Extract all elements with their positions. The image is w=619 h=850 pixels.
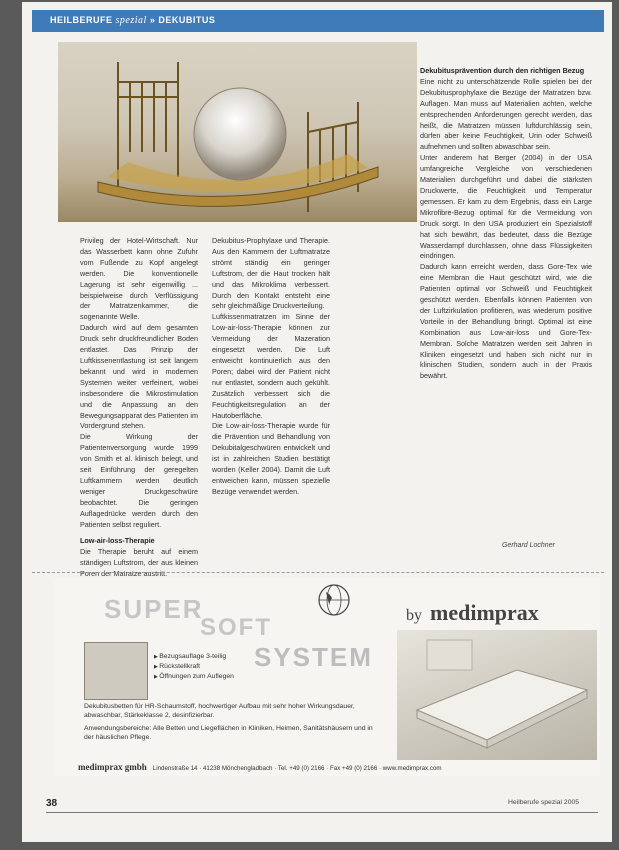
header-separator: »: [149, 15, 156, 25]
ad-footer: medimprax gmbh Lindenstraße 14 · 41238 Mönchengladbach · Tel. +49 (0) 2166 · Fax +49 (0) 2166 · www.medimprax.com: [78, 762, 442, 772]
mattress-illustration: [397, 630, 597, 760]
page: [22, 2, 612, 842]
ad-system: SYSTEM: [254, 642, 373, 672]
section-header: [32, 10, 604, 32]
footer-divider: [46, 812, 598, 813]
header-section: DEKUBITUS: [158, 15, 216, 25]
ad-soft: SOFT: [200, 614, 272, 641]
bed-photo: [58, 42, 417, 222]
author: Gerhard Lochner: [502, 542, 555, 549]
mattress-photo: [397, 630, 597, 760]
subheading: Dekubitusprävention durch den richtigen Bezug: [420, 66, 585, 75]
article-column-1: Privileg der Hotel-Wirtschaft. Nur das Wasserbett kann ohne Zufuhr vom Fußende zu Kopf angelegt werden. Die konventionelle Lagerung ist sehr eigenwillig ... beispielweise durch Verflüssigung der Matratzenkammer, die sogenannte Welle. Dadurch wird auf dem gesamten Druck sehr druckfreundlicher Boden entlastet. Das Prinzip der Luftkissenentlastung ist seit langem bekannt und wird in modernen Systemen weiter verfeinert, wobei insbesondere die Mikrostimulation und die Anpassung an den Bewegungsapparat des Patienten im Vordergrund stehen. Die Wirkung der Patientenversorgung wurde 1999 von Smith et al. klinisch belegt, und seit Einführung der geregelten Luftkammern werden deutlich weniger Druckgeschwüre beobachtet. Die geringen Auflagedrücke werden durch den Patienten selbst reguliert. Low-air-loss-Therapie Die Therapie beruht auf einem ständigen Luftstrom, der aus kleinen Poren der Matratze austritt.: [80, 236, 198, 579]
feature-list: [154, 652, 234, 682]
ad-description: Dekubitusbetten für HR-Schaumstoff, hochwertiger Aufbau mit sehr hoher Wirkungsdauer, abwaschbar, Stärkeklasse 2, desinfizierbar. Anwendungsbereiche: Alle Betten und Liegeflächen in Kliniken, Heimen, Sanitätshäusern und in der häuslichen Pflege.: [84, 703, 373, 741]
subheading: Low-air-loss-Therapie: [80, 536, 155, 546]
divider: [32, 572, 604, 573]
list-item: ▶ Öffnungen zum Auflegen: [154, 672, 234, 682]
ad-brand: by medimprax: [406, 600, 539, 625]
ad-super: SUPER: [104, 594, 204, 624]
page-number: 38: [46, 798, 58, 809]
list-item: ▶ Rückstellkraft: [154, 662, 234, 672]
header-spezial: spezial: [115, 15, 147, 26]
publication-footer: Heilberufe spezial 2005: [508, 799, 580, 806]
chair-photo: [84, 642, 148, 700]
article-column-2: Dekubitus-Prophylaxe und Therapie. Aus den Kammern der Luftmatratze strömt ständig ein geringer Luftstrom, der die Haut trocken hält und das Mikroklima verbessert. Durch den Kontakt entsteht eine sehr gleichmäßige Druckverteilung. Luftkissenmatratzen im Sinne der Low-air-loss-Therapie können zur Vermeidung der Mazeration eingesetzt werden. Die Luft entweicht kontinuierlich aus den Poren; dabei wird der Patient nicht nur entlastet, sondern auch gekühlt. Zusätzlich verbessert sich die Feuchtigkeitsregulation an der Hautoberfläche. Die Low-air-loss-Therapie wurde für die Prävention und Behandlung von Dekubitalgeschwüren entwickelt und ist in zahlreichen Studien bestätigt worden (Keller 2004). Damit die Luft entweichen kann, müssen spezielle Bezüge verwendet werden.: [212, 236, 330, 496]
header-magazine: HEILBERUFE: [50, 15, 113, 25]
globe-icon: [316, 582, 352, 618]
list-item: ▶ Bezugsauflage 3-teilig: [154, 652, 234, 662]
bed-illustration: [58, 42, 417, 222]
article-column-3: Dekubitusprävention durch den richtigen Bezug Eine nicht zu unterschätzende Rolle spielen bei der Dekubitusprophylaxe die Bezüge der Matratzen bzw. Auflagen. Man muss auf Materialien achten, welche entsprechenden Anforderungen gerecht werden, das heißt, die Matratzen müssen luftdurchlässig sein, dürfen aber keine Feuchtigkeit, Urin oder Schweiß aufnehmen und sollten abwaschbar sein. Unter anderem hat Berger (2004) in der USA umfangreiche Vergleiche von verschiedenen Materialien durchgeführt und dabei die stärksten Druckwerte, die Feuchtigkeit und Temperatur gemessen. Er kam zu dem Ergebnis, dass ein Large Mikrofibre-Bezug optimal für die Vermeidung von Druck sorgt. In den USA produziert ein Spezialstoff hat sich bewährt, das bedeutet, dass die Bezüge Wasserdampf durchlassen, ohne dass Flüssigkeiten eindringen. Dadurch kann erreicht werden, dass Gore-Tex wie eine Membran die Haut geschützt wird, wie die Patienten optimal vor Schweiß und Feuchtigkeit geschützt werden. Ebenfalls können Patienten von der Luftzirkulation profitieren, was wiederum positive Vorteile in der Behandlung bringt. Optimal ist eine Kombination aus Low-air-loss und Gore-Tex-Membran. Solche Matratzen werden seit Jahren in Kliniken eingesetzt und haben sich nicht nur in klinischen Studien, sondern auch in der Praxis bewährt.: [420, 66, 592, 381]
